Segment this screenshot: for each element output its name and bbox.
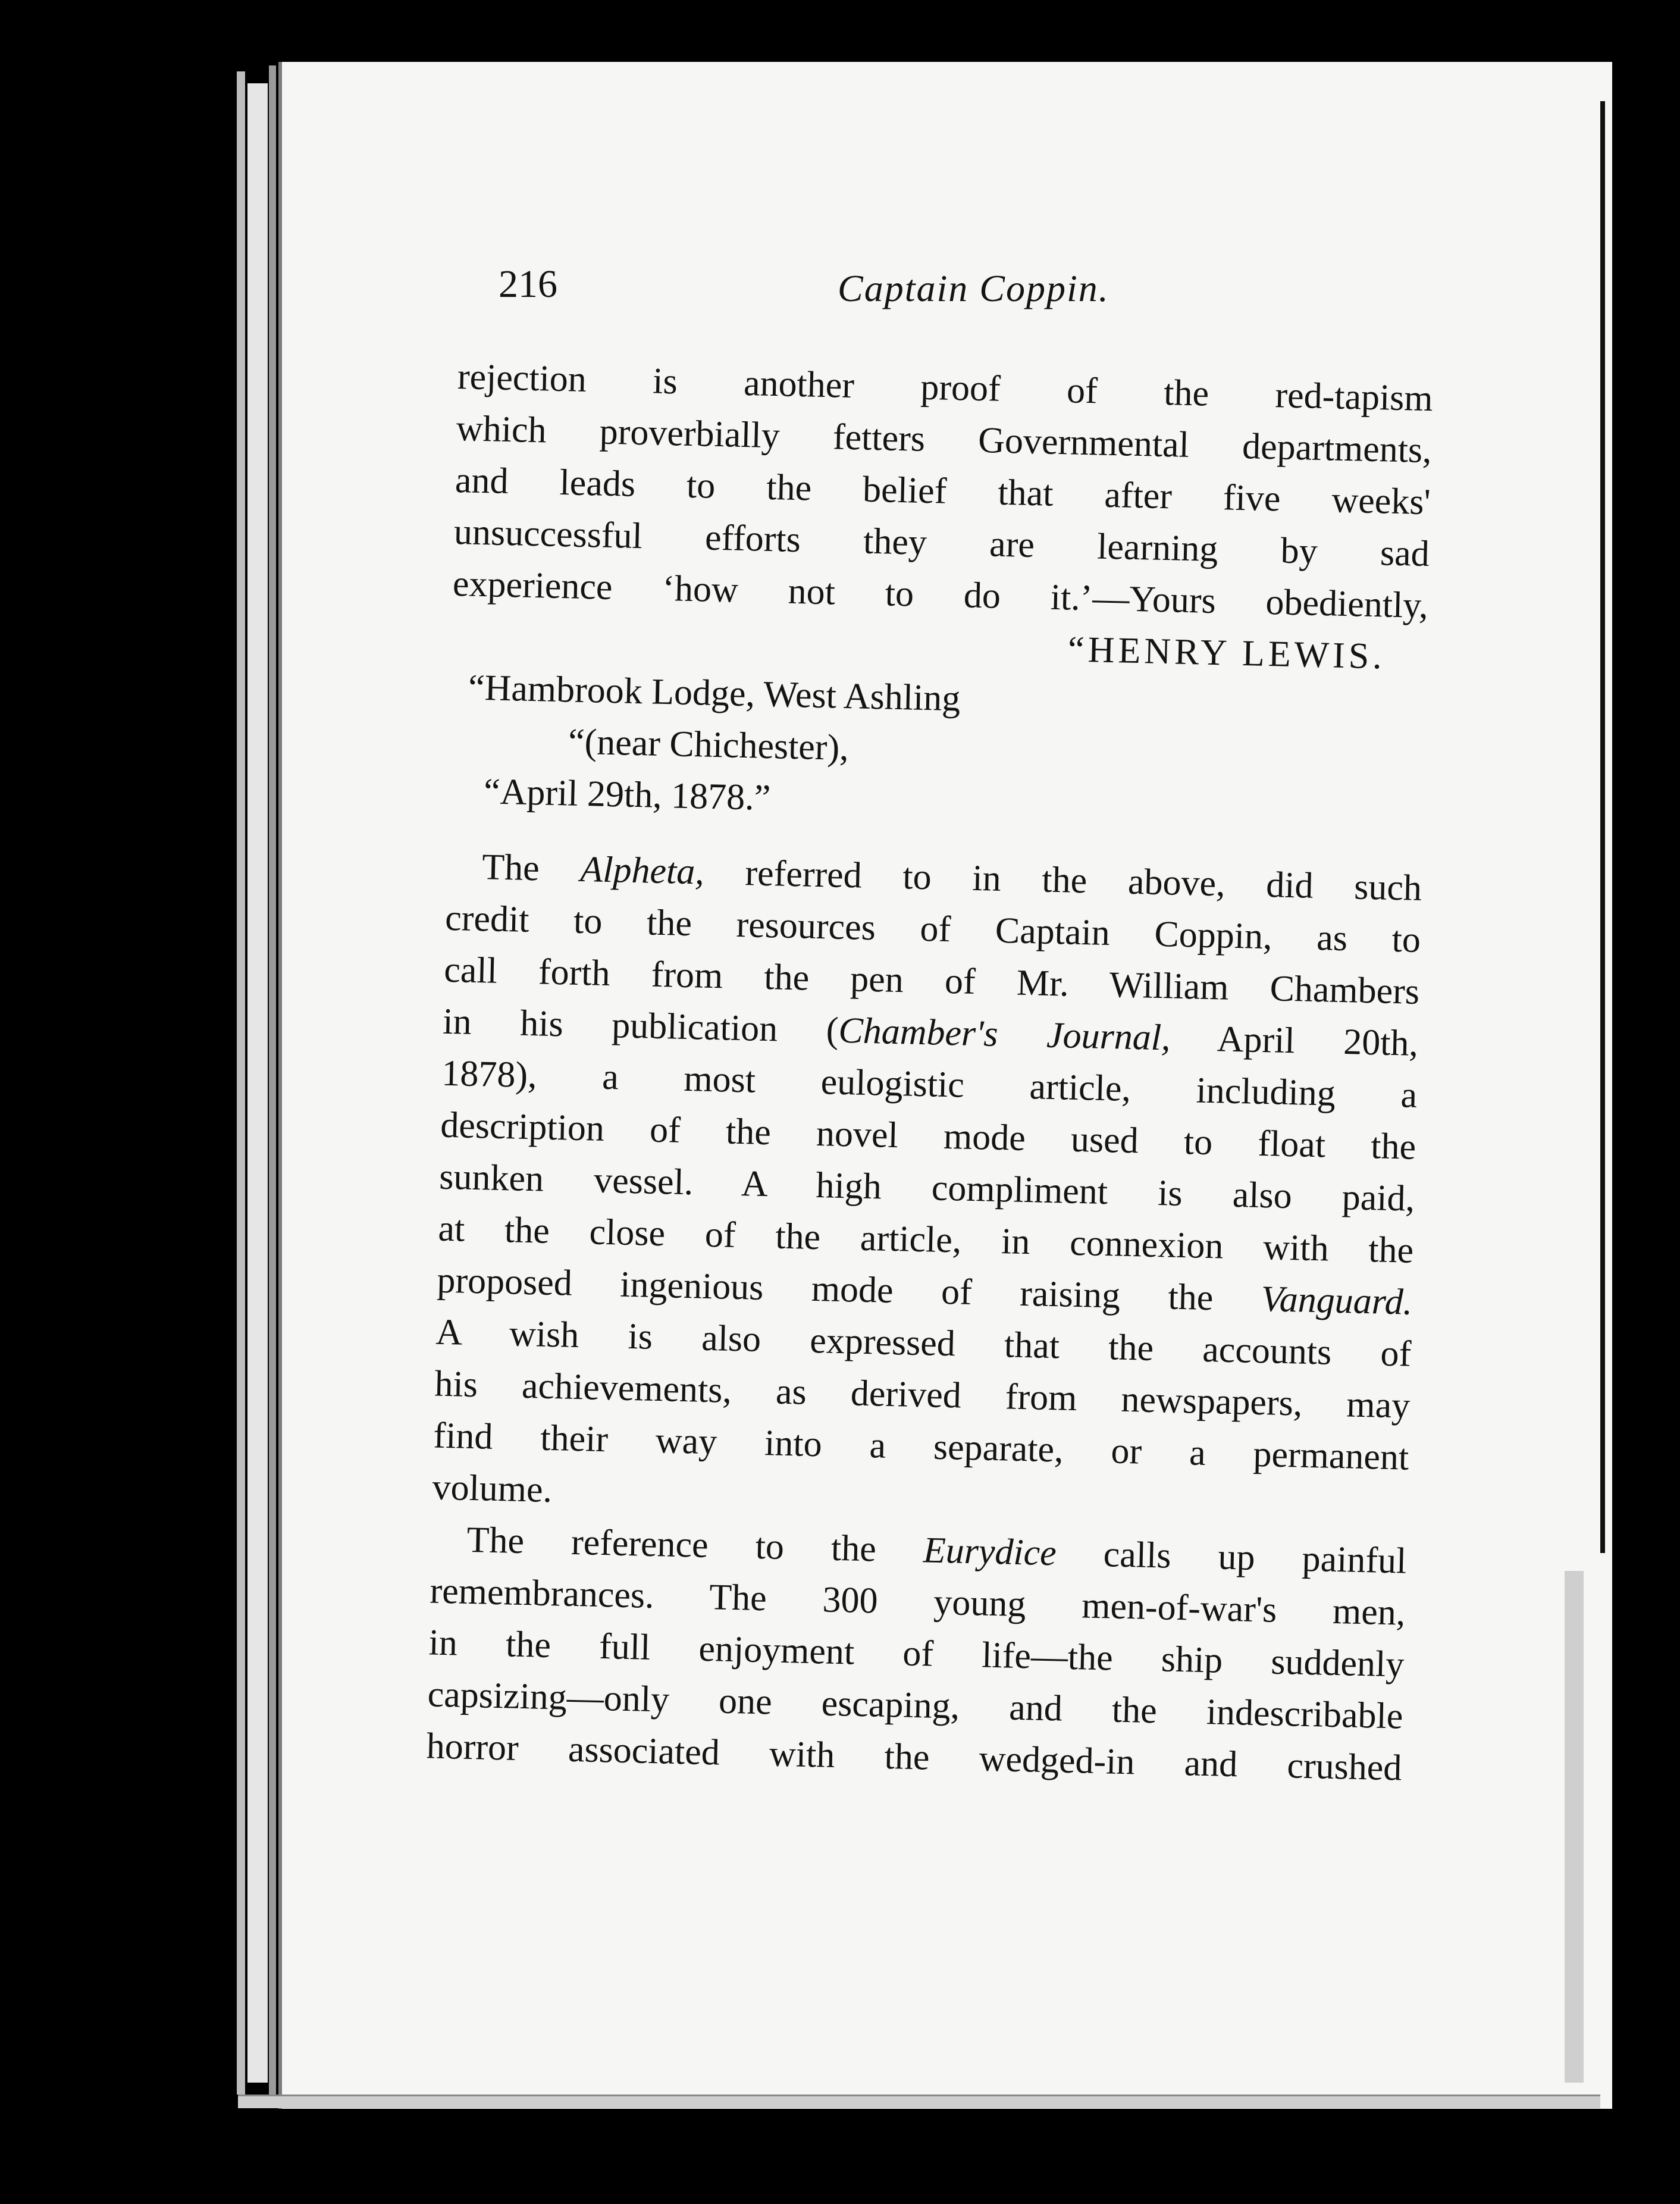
text-line: experience ‘how not to do it.’—Yours obediently, [452, 563, 1429, 627]
text-line: 1878), a most eulogistic article, including a [441, 1053, 1418, 1116]
letter-date: “April 29th, 1878.” [483, 771, 772, 819]
text-line: find their way into a separate, or a permanent [432, 1415, 1409, 1478]
text-line: credit to the resources of Captain Coppin, as to [444, 897, 1421, 960]
text-line: A wish is also expressed that the accounts of [435, 1311, 1412, 1375]
text-line: description of the novel mode used to float the [440, 1104, 1416, 1167]
text-line: horror associated with the wedged-in and crushed [426, 1726, 1403, 1789]
text-line: capsizing—only one escaping, and the indescribable [427, 1674, 1404, 1737]
letter-address: “Hambrook Lodge, West Ashling [468, 667, 961, 719]
text-line: volume. [431, 1467, 553, 1511]
ship-name: Eurydice [923, 1530, 1057, 1574]
text-run: calls up painful [1055, 1533, 1408, 1582]
text-run: April 20th, [1170, 1018, 1419, 1064]
page-body [426, 351, 1434, 1795]
text-line: unsuccessful efforts they are learning by sad [453, 511, 1430, 575]
gutter-line [1600, 101, 1605, 1553]
adjacent-page-strip [1565, 1571, 1584, 2083]
text-run: The [481, 847, 581, 890]
text-run: referred to in the above, did such [704, 851, 1422, 909]
text-line: and leads to the belief that after five weeks' [455, 459, 1431, 523]
text-line: call forth from the pen of Mr. William Chambers [443, 949, 1420, 1012]
page-number: 216 [499, 262, 557, 306]
letter-signature: “HENRY LEWIS. [1067, 629, 1386, 677]
running-title: Captain Coppin. [838, 267, 1109, 309]
page-edge [269, 65, 276, 2100]
page-edge [247, 83, 268, 2083]
text-line: which proverbially fetters Governmental departments, [456, 408, 1433, 471]
text-line: in the full enjoyment of life—the ship suddenly [428, 1622, 1405, 1685]
ship-name: Alpheta, [579, 849, 705, 893]
text-line: rejection is another proof of the red-tapism [457, 356, 1434, 419]
page-header [499, 262, 1427, 315]
text-line: sunken vessel. A high compliment is also paid, [438, 1156, 1415, 1219]
page-edge [237, 71, 245, 2095]
text-line: his achievements, as derived from newspapers, may [434, 1363, 1411, 1426]
letter-address: “(near Chichester), [568, 721, 850, 769]
text-run: in his publication ( [442, 1001, 839, 1051]
text-line: remembrances. The 300 young men-of-war's men, [429, 1570, 1406, 1633]
ship-name: Vanguard. [1261, 1279, 1413, 1323]
text-run: proposed ingenious mode of raising the [436, 1260, 1262, 1320]
text-run: The reference to the [466, 1519, 924, 1571]
page-bottom-edge [238, 2095, 1600, 2108]
text-line: at the close of the article, in connexion with the [437, 1208, 1414, 1271]
publication-title: Chamber's Journal, [838, 1010, 1171, 1059]
